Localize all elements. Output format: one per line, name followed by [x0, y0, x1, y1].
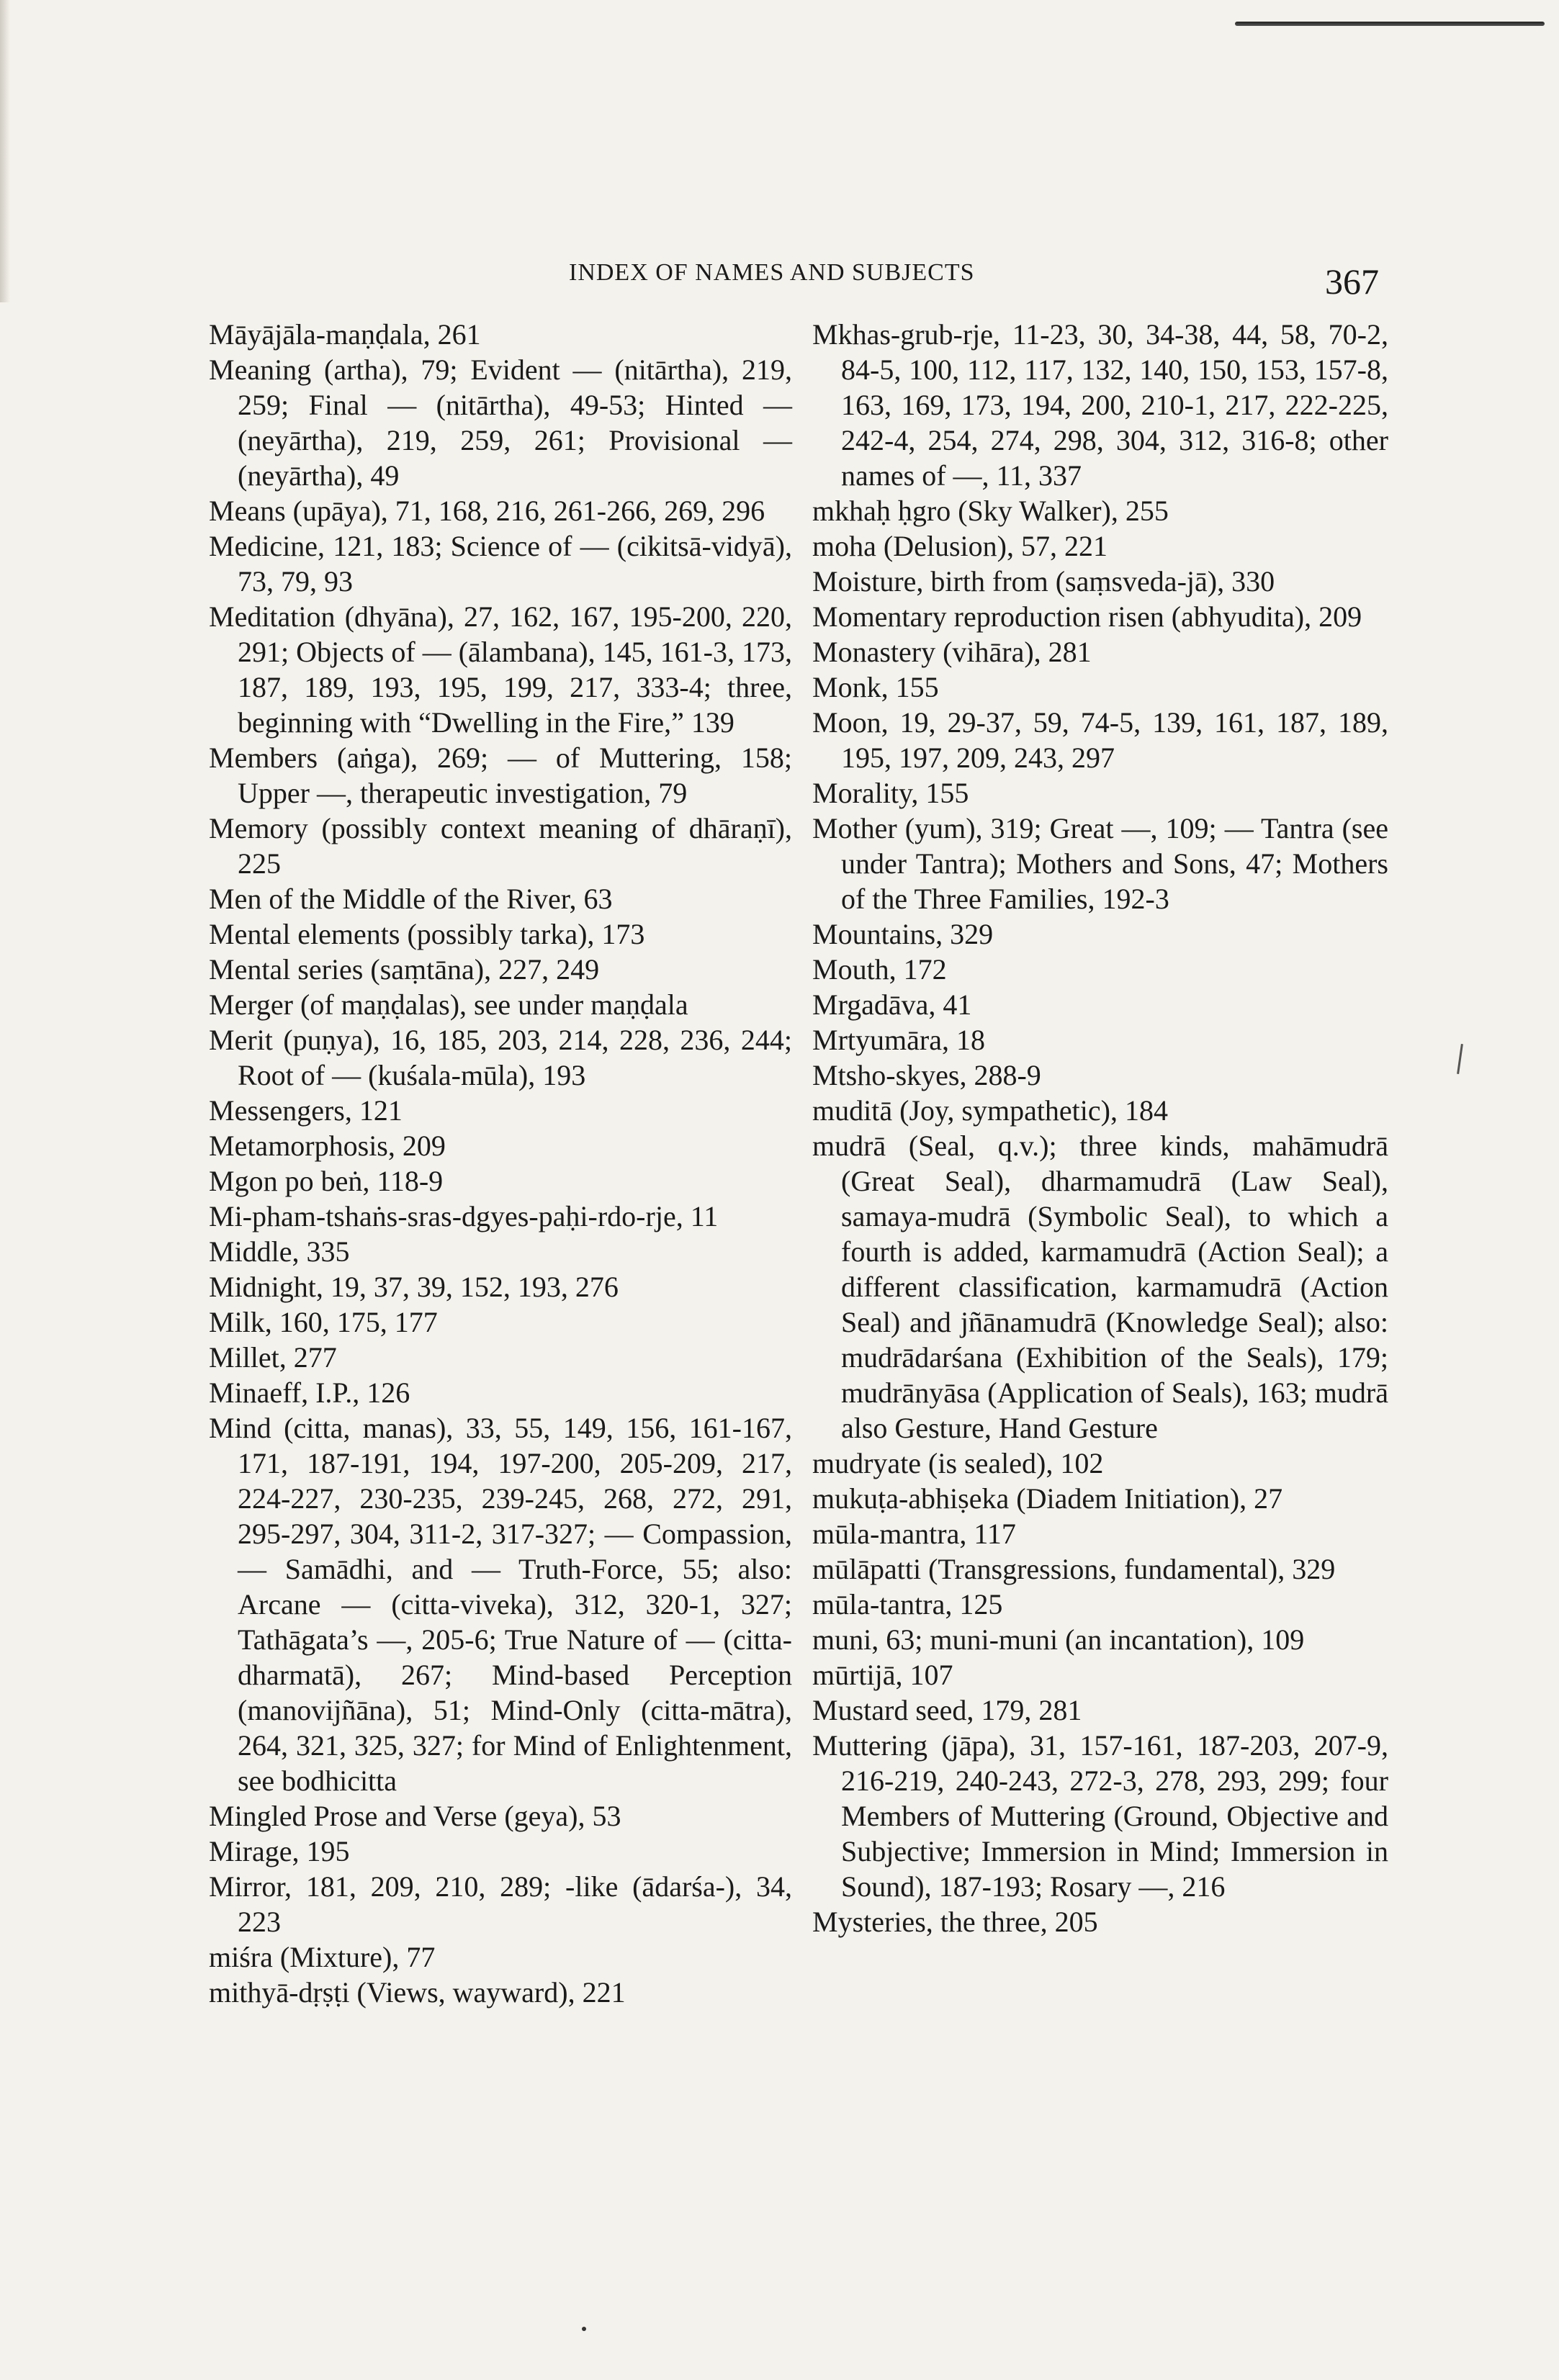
scan-stray-mark — [1457, 1044, 1463, 1074]
index-entry: Minaeff, I.P., 126 — [209, 1376, 410, 1409]
index-entry: Mountains, 329 — [812, 918, 994, 950]
index-entry: Middle, 335 — [209, 1235, 350, 1268]
index-entry: Meaning (artha), 79; Evident — (nitārtha), 219, 259; Final — (nitārtha), 49-53; Hinted — (neyārtha), 219, 259, 261; Provisional — (neyārtha), 49 — [209, 353, 792, 492]
index-entry: Metamorphosis, 209 — [209, 1130, 446, 1162]
scan-top-rule — [1235, 22, 1545, 26]
index-entry: Merit (puṇya), 16, 185, 203, 214, 228, 236, 244; Root of — (kuśala-mūla), 193 — [209, 1024, 792, 1091]
index-entry: Muttering (jāpa), 31, 157-161, 187-203, 207-9, 216-219, 240-243, 272-3, 278, 293, 299; four Members of Muttering (Ground, Objective and Subjective; Immersion in Mind; Immersion in Sound), 187-193; Rosary —, 216 — [812, 1729, 1388, 1903]
index-entry: Mysteries, the three, 205 — [812, 1906, 1098, 1938]
index-entry: muni, 63; muni-muni (an incantation), 109 — [812, 1623, 1305, 1656]
index-column-left — [209, 317, 792, 2010]
index-entry: Mirage, 195 — [209, 1835, 350, 1867]
index-entry: Mirror, 181, 209, 210, 289; -like (ādarśa-), 34, 223 — [209, 1870, 792, 1938]
index-entry: Midnight, 19, 37, 39, 152, 193, 276 — [209, 1271, 619, 1303]
index-entry: Mi-pham-tshaṅs-sras-dgyes-paḥi-rdo-rje, 11 — [209, 1200, 719, 1232]
index-entry: Mtsho-skyes, 288-9 — [812, 1059, 1041, 1091]
index-entry: Mrtyumāra, 18 — [812, 1024, 985, 1056]
running-head: INDEX OF NAMES AND SUBJECTS — [569, 259, 975, 286]
index-entry: Māyājāla-maṇḍala, 261 — [209, 318, 481, 351]
page-number: 367 — [1325, 261, 1379, 302]
index-entry: mūlāpatti (Transgressions, fundamental), 329 — [812, 1553, 1336, 1585]
index-entry: Meditation (dhyāna), 27, 162, 167, 195-200, 220, 291; Objects of — (ālambana), 145, 161-3, 173, 187, 189, 193, 195, 199, 217, 333-4; three, beginning with “Dwelling in the Fire,” 139 — [209, 600, 792, 739]
index-entry: Mkhas-grub-rje, 11-23, 30, 34-38, 44, 58, 70-2, 84-5, 100, 112, 117, 132, 140, 150, 153, 157-8, 163, 169, 173, 194, 200, 210-1, 217, 222-225, 242-4, 254, 274, 298, 304, 312, 316-8; other names of —, 11, 337 — [812, 318, 1388, 492]
index-entry: Mind (citta, manas), 33, 55, 149, 156, 161-167, 171, 187-191, 194, 197-200, 205-209, 217, 224-227, 230-235, 239-245, 268, 272, 291, 295-297, 304, 311-2, 317-327; — Compassion, — Samādhi, and — Truth-Force, 55; also: Arcane — (citta-viveka), 312, 320-1, 327; Tathāgata’s —, 205-6; True Nature of — (citta-dharmatā), 267; Mind-based Perception (manovijñāna), 51; Mind-Only (citta-mātra), 264, 321, 325, 327; for Mind of Enlightenment, see bodhicitta — [209, 1412, 792, 1797]
index-entry: moha (Delusion), 57, 221 — [812, 530, 1108, 562]
index-entry: Means (upāya), 71, 168, 216, 261-266, 269, 296 — [209, 495, 765, 527]
index-entry: Morality, 155 — [812, 777, 969, 809]
index-entry: Milk, 160, 175, 177 — [209, 1306, 438, 1338]
index-entry: Monastery (vihāra), 281 — [812, 636, 1092, 668]
index-entry: Mingled Prose and Verse (geya), 53 — [209, 1800, 621, 1832]
index-entry: Medicine, 121, 183; Science of — (cikitsā-vidyā), 73, 79, 93 — [209, 530, 792, 598]
index-entry: mudrā (Seal, q.v.); three kinds, mahāmudrā (Great Seal), dharmamudrā (Law Seal), samaya-mudrā (Symbolic Seal), to which a fourth is added, karmamudrā (Action Seal); a different classification, karmamudrā (Action Seal) and jñānamudrā (Knowledge Seal); also: mudrādarśana (Exhibition of the Seals), 179; mudrānyāsa (Application of Seals), 163; mudrā also Gesture, Hand Gesture — [812, 1130, 1388, 1444]
index-entry: mkhaḥ ḥgro (Sky Walker), 255 — [812, 495, 1169, 527]
index-entry: mithyā-dṛṣṭi (Views, wayward), 221 — [209, 1976, 626, 2009]
index-entry: Mustard seed, 179, 281 — [812, 1694, 1082, 1726]
index-entry: Moisture, birth from (saṃsveda-jā), 330 — [812, 565, 1275, 598]
index-entry: mukuṭa-abhiṣeka (Diadem Initiation), 27 — [812, 1482, 1283, 1515]
index-entry: Mrgadāva, 41 — [812, 988, 972, 1021]
index-entry: Monk, 155 — [812, 671, 939, 703]
index-entry: Men of the Middle of the River, 63 — [209, 883, 613, 915]
index-entry: mudryate (is sealed), 102 — [812, 1447, 1104, 1479]
index-entry: Mother (yum), 319; Great —, 109; — Tantra (see under Tantra); Mothers and Sons, 47; Mothers of the Three Families, 192-3 — [812, 812, 1388, 915]
index-entry: Memory (possibly context meaning of dhāraṇī), 225 — [209, 812, 792, 880]
index-entry: Moon, 19, 29-37, 59, 74-5, 139, 161, 187, 189, 195, 197, 209, 243, 297 — [812, 706, 1388, 774]
index-entry: miśra (Mixture), 77 — [209, 1941, 436, 1973]
index-entry: Mental elements (possibly tarka), 173 — [209, 918, 645, 950]
index-entry: Messengers, 121 — [209, 1094, 403, 1127]
index-entry: Merger (of maṇḍalas), see under maṇḍala — [209, 988, 688, 1021]
index-entry: Mouth, 172 — [812, 953, 947, 986]
scan-stray-dot — [582, 2327, 586, 2331]
index-entry: Millet, 277 — [209, 1341, 337, 1374]
index-column-right — [812, 317, 1388, 1939]
index-entry: mūla-mantra, 117 — [812, 1518, 1016, 1550]
index-entry: muditā (Joy, sympathetic), 184 — [812, 1094, 1168, 1127]
index-entry: mūla-tantra, 125 — [812, 1588, 1003, 1621]
index-entry: Mgon po beṅ, 118-9 — [209, 1165, 444, 1197]
index-entry: Momentary reproduction risen (abhyudita), 209 — [812, 600, 1362, 633]
index-entry: Mental series (saṃtāna), 227, 249 — [209, 953, 600, 986]
index-entry: Members (aṅga), 269; — of Muttering, 158; Upper —, therapeutic investigation, 79 — [209, 742, 792, 809]
scan-edge-shadow — [0, 0, 10, 302]
index-entry: mūrtijā, 107 — [812, 1659, 953, 1691]
